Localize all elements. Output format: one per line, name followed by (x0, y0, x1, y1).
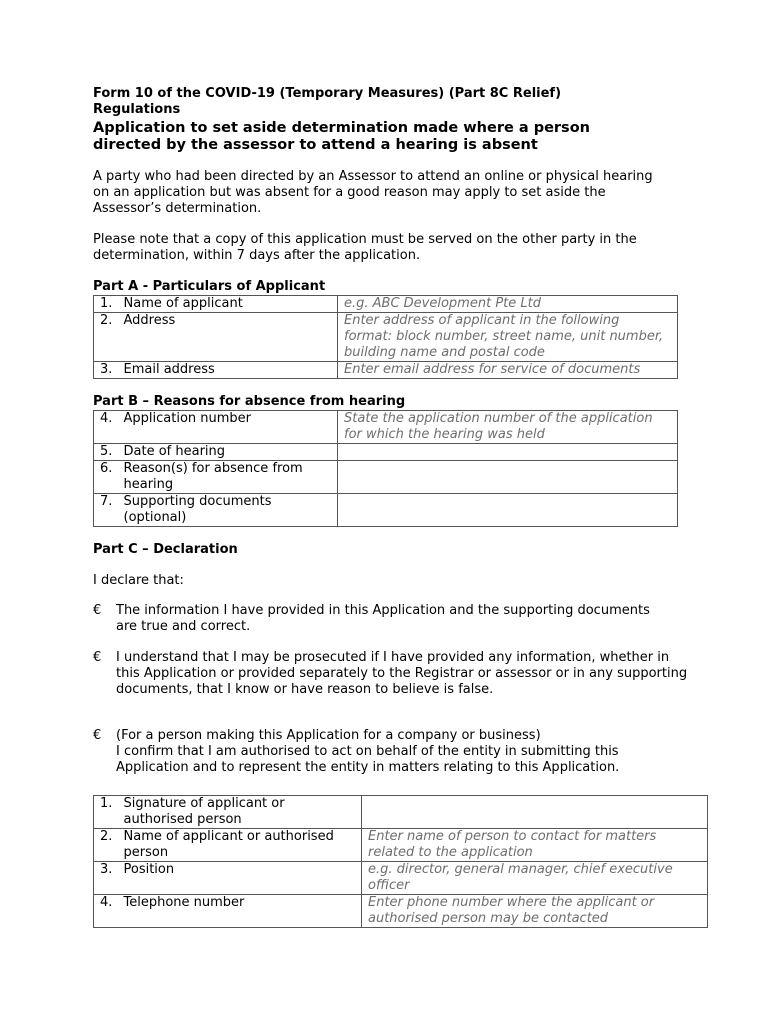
field-label: Reason(s) for absence from hearing (124, 461, 338, 494)
bullet-symbol: € (93, 603, 102, 618)
row-number: 7. (94, 494, 124, 527)
address-field[interactable]: Enter address of applicant in the following format: block number, street name, unit number, building name and postal code (338, 313, 678, 362)
field-label: Name of applicant (124, 296, 338, 313)
field-label: Supporting documents (optional) (124, 494, 338, 527)
hearing-date-field[interactable] (338, 444, 678, 461)
field-label: Address (124, 313, 338, 362)
table-row (94, 444, 678, 461)
table-row (94, 461, 678, 494)
applicant-name-field[interactable]: e.g. ABC Development Pte Ltd (338, 296, 678, 313)
row-number: 5. (94, 444, 124, 461)
part-c-heading: Part C – Declaration (93, 542, 238, 557)
field-label: Date of hearing (124, 444, 338, 461)
supporting-documents-field[interactable] (338, 494, 678, 527)
part-b-table (93, 410, 678, 527)
table-row (94, 862, 708, 895)
table-row (94, 296, 678, 313)
contact-name-field[interactable]: Enter name of person to contact for matters related to the application (362, 829, 708, 862)
field-label: Telephone number (124, 895, 362, 928)
table-row (94, 362, 678, 379)
field-label: Name of applicant or authorised person (124, 829, 362, 862)
row-number: 2. (94, 829, 124, 862)
signature-table (93, 795, 708, 928)
document-page (93, 86, 693, 928)
application-number-field[interactable]: State the application number of the application for which the hearing was held (338, 411, 678, 444)
service-note-paragraph: Please note that a copy of this application must be served on the other party in the determination, within 7 days after the application. (93, 232, 637, 263)
declaration-bullet (93, 650, 693, 698)
row-number: 1. (94, 796, 124, 829)
bullet-symbol: € (93, 728, 102, 743)
form-title: Form 10 of the COVID-19 (Temporary Measures) (Part 8C Relief) Regulations (93, 86, 562, 117)
row-number: 1. (94, 296, 124, 313)
field-label: Signature of applicant or authorised person (124, 796, 362, 829)
field-label: Email address (124, 362, 338, 379)
declaration-text: The information I have provided in this Application and the supporting documents are true and correct. (116, 603, 650, 634)
intro-paragraph: A party who had been directed by an Assessor to attend an online or physical hearing on an application but was absent for a good reason may apply to set aside the Assessor’s determination. (93, 169, 653, 216)
table-row (94, 494, 678, 527)
row-number: 6. (94, 461, 124, 494)
absence-reason-field[interactable] (338, 461, 678, 494)
bullet-symbol: € (93, 650, 102, 665)
part-a-table (93, 295, 678, 379)
part-a-heading: Part A - Particulars of Applicant (93, 279, 326, 294)
declaration-bullet (93, 728, 683, 776)
row-number: 4. (94, 895, 124, 928)
application-title: Application to set aside determination made where a person directed by the assessor to attend a hearing is absent (93, 120, 590, 153)
declare-intro: I declare that: (93, 573, 184, 588)
row-number: 3. (94, 862, 124, 895)
table-row (94, 829, 708, 862)
table-row (94, 796, 708, 829)
row-number: 4. (94, 411, 124, 444)
field-label: Position (124, 862, 362, 895)
table-row (94, 313, 678, 362)
table-row (94, 411, 678, 444)
field-label: Application number (124, 411, 338, 444)
signature-field[interactable] (362, 796, 708, 829)
position-field[interactable]: e.g. director, general manager, chief executive officer (362, 862, 708, 895)
declaration-text: I understand that I may be prosecuted if I have provided any information, whether in this Application or provided separately to the Registrar or assessor or in any supporting documents, that I know or have reason to believe is false. (116, 650, 688, 697)
telephone-field[interactable]: Enter phone number where the applicant or authorised person may be contacted (362, 895, 708, 928)
row-number: 3. (94, 362, 124, 379)
email-field[interactable]: Enter email address for service of documents (338, 362, 678, 379)
declaration-bullet (93, 603, 653, 635)
row-number: 2. (94, 313, 124, 362)
part-b-heading: Part B – Reasons for absence from hearing (93, 394, 406, 409)
declaration-text: I confirm that I am authorised to act on behalf of the entity in submitting this Application and to represent the entity in matters relating to this Application. (116, 744, 620, 775)
table-row (94, 895, 708, 928)
company-note: (For a person making this Application for a company or business) (116, 728, 541, 743)
